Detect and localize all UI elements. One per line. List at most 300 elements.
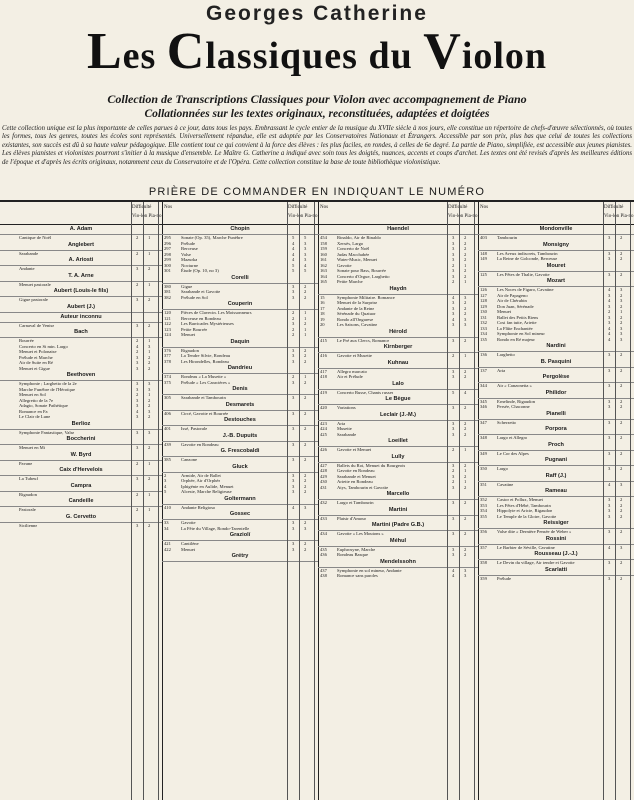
- entry-number: 376: [164, 347, 171, 353]
- entry-title: Issé, Pastorale: [181, 426, 208, 431]
- piano-difficulty: 1: [464, 447, 467, 452]
- composer-heading: Lully: [318, 453, 478, 463]
- entry-title: Bourrée: [19, 338, 34, 343]
- column-header: [162, 202, 318, 225]
- piano-difficulty: 1: [148, 507, 151, 512]
- piano-difficulty: 2: [464, 305, 467, 311]
- composer-heading: Porpora: [478, 425, 634, 435]
- header-number-label: Nos: [164, 205, 173, 210]
- entry-number: 135: [480, 336, 487, 342]
- violin-difficulty: 4: [608, 481, 611, 487]
- entry-number: 354: [480, 508, 487, 513]
- piano-difficulty: 2: [148, 403, 151, 408]
- entry-title: Hippolyte et Aricie, Rigaudon: [497, 508, 553, 513]
- composer-heading: Monsigny: [478, 241, 634, 251]
- entry-title: Symphonie en Sol mineur: [497, 331, 545, 336]
- piano-difficulty: 2: [148, 397, 151, 403]
- catalog-entry: [0, 476, 162, 482]
- column-header: [0, 202, 162, 225]
- violin-difficulty: 3: [452, 552, 455, 557]
- violin-difficulty: 4: [608, 287, 611, 292]
- title-part: L: [86, 23, 123, 80]
- catalog-entry: [318, 322, 478, 328]
- violin-difficulty: 4: [292, 504, 295, 510]
- entry-number: 347: [480, 419, 487, 425]
- composer-heading: Nardini: [478, 342, 634, 352]
- column-divider: [459, 202, 460, 800]
- catalog-entry: [318, 353, 478, 359]
- catalog-entry: [478, 466, 634, 472]
- entry-title: Concerto de Noël: [337, 246, 370, 251]
- entry-number: 158: [320, 240, 327, 246]
- entry-title: Symphonie en sol mineur, Andante: [337, 567, 402, 573]
- composer-heading: G. Cervetto: [0, 513, 162, 523]
- piano-difficulty: 3: [464, 316, 467, 322]
- piano-difficulty: 2: [620, 250, 623, 256]
- entry-number: 425: [320, 431, 327, 437]
- catalog-entry: [162, 489, 318, 495]
- composer-heading: Gossec: [162, 510, 318, 520]
- piano-difficulty: 1: [620, 309, 623, 314]
- entry-number: 4: [164, 483, 167, 489]
- entry-number: 427: [320, 462, 327, 468]
- piano-difficulty: 2: [620, 513, 623, 519]
- piano-difficulty: 2: [464, 515, 467, 521]
- header-difficulty-label: Difficulté: [288, 205, 308, 210]
- composer-heading: Couperin: [162, 300, 318, 310]
- violin-difficulty: 3: [608, 560, 611, 565]
- entry-title: Étude (Op. 10, no 3): [181, 268, 219, 273]
- entry-number: 345: [480, 398, 487, 404]
- entry-number: 430: [320, 479, 327, 484]
- entry-title: Le Clair de Lune: [19, 414, 51, 419]
- piano-difficulty: 3: [620, 298, 623, 303]
- entry-title: Berceuse: [181, 246, 198, 251]
- entry-title: Romance sans paroles: [337, 573, 378, 578]
- piano-difficulty: 2: [304, 347, 307, 353]
- piano-difficulty: 2: [304, 321, 307, 326]
- entry-title: Rondeau Basque: [337, 552, 369, 557]
- header-instrument-labels: Vio-lon Pia-no: [288, 214, 318, 219]
- entry-number: 374: [164, 374, 171, 379]
- violin-difficulty: 3: [452, 305, 455, 311]
- piano-difficulty: 5: [304, 268, 307, 273]
- violin-difficulty: 2: [136, 281, 139, 287]
- catalog-entry: [478, 352, 634, 358]
- piano-difficulty: 2: [464, 251, 467, 257]
- violin-difficulty: 3: [452, 473, 455, 479]
- entry-title: Symphonie Fantastique, Valse: [19, 429, 75, 435]
- piano-difficulty: 3: [148, 408, 151, 414]
- violin-difficulty: 3: [292, 379, 295, 385]
- violin-difficulty: 3: [608, 292, 611, 298]
- entry-title: Les Barricades Mystérieuses: [181, 321, 234, 326]
- violin-difficulty: 4: [136, 343, 139, 349]
- composer-heading: Gluck: [162, 463, 318, 473]
- piano-difficulty: 2: [620, 575, 623, 581]
- piano-difficulty: 2: [620, 435, 623, 440]
- violin-difficulty: 3: [608, 367, 611, 373]
- composer-heading: Beethoven: [0, 371, 162, 381]
- piano-difficulty: 2: [304, 472, 307, 478]
- entry-number: 431: [320, 484, 327, 490]
- violin-difficulty: 3: [292, 410, 295, 416]
- catalog-entry: [478, 435, 634, 441]
- violin-difficulty: 4: [452, 316, 455, 322]
- violin-difficulty: 3: [292, 395, 295, 400]
- composer-heading: J.-B. Dupuits: [162, 432, 318, 442]
- catalog-entry: [318, 390, 478, 396]
- composer-heading: Martini (Padre G.B.): [318, 521, 478, 531]
- violin-difficulty: 4: [292, 240, 295, 246]
- violin-difficulty: 3: [292, 520, 295, 525]
- piano-difficulty: 2: [464, 235, 467, 240]
- violin-difficulty: 3: [292, 294, 295, 300]
- piano-difficulty: 2: [304, 289, 307, 294]
- entry-number: 355: [480, 513, 487, 519]
- composer-heading: Hérold: [318, 328, 478, 338]
- piano-difficulty: 3: [620, 331, 623, 336]
- composer-heading: Proch: [478, 441, 634, 451]
- violin-difficulty: 3: [608, 450, 611, 456]
- piano-difficulty: 3: [464, 322, 467, 327]
- entry-number: 122: [164, 321, 171, 326]
- entry-title: Sérénade du Quatuor: [337, 311, 376, 316]
- entry-title: Circé, Gavotte et Bourrée: [181, 410, 229, 416]
- violin-difficulty: 3: [452, 500, 455, 505]
- violin-difficulty: 4: [292, 246, 295, 251]
- entry-number: 420: [320, 405, 327, 410]
- violin-difficulty: 3: [136, 429, 139, 435]
- violin-difficulty: 3: [292, 457, 295, 462]
- violin-difficulty: 3: [136, 386, 139, 392]
- entry-number: 358: [480, 560, 487, 565]
- entry-number: 439: [164, 441, 171, 447]
- entry-title: Gavotte: [181, 520, 196, 525]
- composer-heading: Berlioz: [0, 420, 162, 430]
- piano-difficulty: 2: [304, 426, 307, 431]
- violin-difficulty: 4: [608, 544, 611, 550]
- composer-heading: Rossini: [478, 535, 634, 545]
- violin-difficulty: 2: [136, 392, 139, 397]
- composer-heading: W. Byrd: [0, 451, 162, 461]
- catalog-entry: [162, 505, 318, 511]
- piano-difficulty: 1: [464, 279, 467, 284]
- entry-title: Sarabande et Tambourin: [181, 395, 226, 400]
- entry-title: Gavotte et Menuet: [337, 447, 372, 452]
- catalog-entry: [478, 256, 634, 262]
- entry-title: Andante Religioso: [181, 504, 216, 510]
- violin-difficulty: 3: [452, 251, 455, 257]
- violin-difficulty: 3: [292, 289, 295, 294]
- violin-difficulty: 4: [292, 251, 295, 257]
- entry-title: Menuet de la Surprise: [337, 300, 378, 305]
- composer-heading: Bach: [0, 328, 162, 338]
- composer-heading: Mendelssohn: [318, 558, 478, 568]
- violin-difficulty: 3: [452, 322, 455, 327]
- violin-difficulty: 3: [452, 374, 455, 379]
- violin-difficulty: 3: [452, 546, 455, 552]
- violin-difficulty: 3: [452, 235, 455, 240]
- entry-title: Carnaval de Venise: [19, 322, 55, 328]
- piano-difficulty: 3: [620, 544, 623, 550]
- entry-title: Air de Suite en Ré: [19, 360, 53, 365]
- entry-number: 419: [320, 389, 327, 395]
- piano-difficulty: 2: [148, 322, 151, 328]
- catalog-entry: [0, 235, 162, 241]
- violin-difficulty: 3: [292, 546, 295, 552]
- composer-heading: Pugnani: [478, 456, 634, 466]
- column-divider: [603, 202, 604, 800]
- composer-heading: G. Frescobaldi: [162, 447, 318, 457]
- entry-title: Menuet et Polonaise: [19, 349, 57, 354]
- violin-difficulty: 2: [136, 491, 139, 497]
- piano-difficulty: 3: [148, 386, 151, 392]
- entry-number: 133: [480, 325, 487, 331]
- entry-number: 125: [480, 271, 487, 277]
- composer-heading: Haydn: [318, 285, 478, 295]
- entry-number: 137: [480, 367, 487, 373]
- violin-difficulty: 4: [136, 408, 139, 414]
- entry-title: Largo: [497, 466, 508, 471]
- entry-title: Le Temple de la Gloire, Gavotte: [497, 513, 557, 519]
- violin-difficulty: 3: [136, 403, 139, 408]
- piano-difficulty: 2: [620, 450, 623, 456]
- entry-number: 438: [320, 573, 327, 578]
- entry-title: Tambourin: [497, 235, 518, 240]
- entry-number: 356: [480, 529, 487, 534]
- composer-heading: Caix d'Hervelois: [0, 466, 162, 476]
- entry-title: Sicilienne: [19, 522, 38, 528]
- catalog-entry: [162, 359, 318, 365]
- piano-difficulty: 2: [464, 311, 467, 316]
- piano-difficulty: 1: [304, 315, 307, 321]
- entry-title: Air de Papageno: [497, 292, 528, 298]
- violin-difficulty: 3: [452, 268, 455, 273]
- entry-title: Alceste, Marche Religieuse: [181, 489, 232, 494]
- entry-number: 428: [320, 468, 327, 473]
- piano-difficulty: 2: [464, 420, 467, 426]
- violin-difficulty: 3: [136, 476, 139, 481]
- entry-number: 298: [164, 251, 171, 257]
- violin-difficulty: 5: [292, 235, 295, 240]
- entry-title: Allegretto de la 7e: [19, 397, 54, 403]
- entry-title: Andante: [19, 266, 35, 271]
- entry-title: Rigaudon: [181, 347, 199, 353]
- entry-title: Air « Canzonetta »: [497, 383, 532, 388]
- entry-number: 423: [320, 420, 327, 426]
- title-part: lassiques: [205, 35, 369, 77]
- violin-difficulty: 3: [292, 489, 295, 494]
- entry-title: Andante de la Reine: [337, 305, 375, 311]
- violin-difficulty: 3: [452, 257, 455, 262]
- entry-number: 454: [320, 235, 327, 240]
- composer-heading: Auteur inconnu: [0, 313, 162, 323]
- entry-number: 385: [164, 457, 171, 462]
- piano-difficulty: 2: [464, 337, 467, 343]
- entry-title: Symphonie ; Larghetto de la 2e: [19, 381, 77, 386]
- piano-difficulty: 3: [304, 525, 307, 531]
- entry-title: Adagio, Sonate Pathétique: [19, 403, 68, 408]
- catalog-entry: [318, 447, 478, 453]
- composer-heading: Loeillet: [318, 437, 478, 447]
- violin-difficulty: 3: [452, 484, 455, 490]
- entry-number: 17: [320, 305, 325, 311]
- composer-heading: Aubert (Louis-le fils): [0, 287, 162, 297]
- violin-difficulty: 3: [608, 398, 611, 404]
- entry-number: 130: [480, 309, 487, 314]
- entry-title: Scherzetto: [497, 419, 517, 425]
- piano-difficulty: 2: [464, 484, 467, 490]
- composer-heading: Campra: [0, 482, 162, 492]
- catalog-entry: [0, 282, 162, 288]
- entry-number: 353: [480, 502, 487, 508]
- entry-title: Prélude « Les Caractères »: [181, 379, 231, 385]
- entry-number: 5: [164, 489, 167, 494]
- piano-difficulty: 2: [464, 500, 467, 505]
- entry-title: Les Hirondelles, Rondeau: [181, 358, 229, 364]
- header-difficulty-label: Difficulté: [448, 205, 468, 210]
- piano-difficulty: 2: [464, 374, 467, 379]
- entry-number: 296: [164, 240, 171, 246]
- catalog-entry: [478, 560, 634, 566]
- violin-difficulty: 3: [608, 250, 611, 256]
- violin-difficulty: 2: [292, 310, 295, 315]
- piano-difficulty: 2: [304, 520, 307, 525]
- entry-title: Water-Music, Menuet: [337, 257, 378, 262]
- violin-difficulty: 3: [292, 283, 295, 289]
- entry-title: Ballets du Roi, Menuet du Bourgeois: [337, 462, 406, 468]
- piano-difficulty: 2: [620, 508, 623, 513]
- entry-number: 346: [480, 404, 487, 409]
- violin-difficulty: 3: [292, 347, 295, 353]
- entry-title: Menuet pastorale: [19, 281, 51, 287]
- violin-difficulty: 3: [608, 529, 611, 534]
- composer-heading: Chopin: [162, 225, 318, 235]
- piano-difficulty: 1: [148, 281, 151, 287]
- piano-difficulty: 3: [148, 381, 151, 386]
- composer-heading: Leclair (J.-M.): [318, 411, 478, 421]
- header-instrument-labels: Vio-lon Pia-no: [604, 214, 634, 219]
- catalog-entry: [478, 272, 634, 278]
- header-instrument-labels: Vio-lon Pia-no: [448, 214, 478, 219]
- catalog-entry: [0, 492, 162, 498]
- entry-number: 129: [480, 303, 487, 309]
- violin-difficulty: 3: [136, 322, 139, 328]
- entry-number: 120: [164, 310, 171, 315]
- piano-difficulty: 2: [464, 273, 467, 279]
- catalog-entry: [162, 332, 318, 338]
- entry-title: Prélude: [181, 240, 196, 246]
- violin-difficulty: 5: [292, 268, 295, 273]
- entry-title: Pastorale: [19, 507, 36, 512]
- violin-difficulty: 3: [452, 368, 455, 374]
- piano-difficulty: 2: [620, 383, 623, 388]
- entry-title: Gigue pastorale: [19, 297, 48, 302]
- composer-heading: Raff (J.): [478, 472, 634, 482]
- piano-difficulty: 3: [304, 251, 307, 257]
- entry-title: Prélude: [497, 575, 512, 581]
- entry-title: Aria: [497, 367, 506, 373]
- entry-title: Cavatine: [497, 481, 514, 487]
- piano-difficulty: 1: [148, 349, 151, 354]
- composer-heading: Rameau: [478, 487, 634, 497]
- composer-heading: Boccherini: [0, 435, 162, 445]
- catalog-entry: [478, 337, 634, 343]
- composer-heading: Mondonville: [478, 225, 634, 235]
- entry-number: 375: [164, 379, 171, 385]
- catalog-entry: [0, 523, 162, 529]
- entry-number: 18: [320, 311, 325, 316]
- entry-title: Pièces de Clavecin. Les Moissonneurs: [181, 310, 252, 315]
- violin-difficulty: 3: [608, 314, 611, 320]
- violin-difficulty: 3: [452, 337, 455, 343]
- entry-number: 435: [320, 546, 327, 552]
- entry-number: 403: [480, 235, 487, 240]
- entry-number: 16: [320, 300, 325, 305]
- entry-number: 381: [164, 289, 171, 294]
- entry-number: 3: [164, 478, 167, 483]
- entry-title: Iphigénie en Aulide, Menuet: [181, 483, 234, 489]
- entry-title: La Flûte Enchantée: [497, 325, 533, 331]
- entry-title: Marche Funèbre de l'Héroïque: [19, 386, 76, 392]
- entry-title: Musette: [337, 426, 352, 431]
- catalog-entry: [478, 404, 634, 410]
- entry-title: Rinaldo, Air de Rinaldo: [337, 235, 381, 240]
- column-divider: [630, 202, 631, 800]
- catalog-entry: [478, 545, 634, 551]
- entry-title: Concerto d'Orgue, Larghetto: [337, 273, 390, 279]
- composer-heading: Reissiger: [478, 519, 634, 529]
- entry-title: Les Noces de Figaro, Cavatine: [497, 287, 554, 292]
- catalog-entry: [0, 366, 162, 372]
- column-header: [318, 202, 478, 225]
- violin-difficulty: 2: [292, 374, 295, 379]
- catalog-entry: [162, 395, 318, 401]
- piano-difficulty: 1: [148, 460, 151, 466]
- composer-heading: Aubert (J.): [0, 303, 162, 313]
- violin-difficulty: 3: [452, 273, 455, 279]
- column-divider: [615, 202, 616, 800]
- piano-difficulty: 2: [304, 410, 307, 416]
- catalog-entry: [318, 405, 478, 411]
- piano-difficulty: 2: [620, 235, 623, 240]
- composer-heading: Pergolèse: [478, 373, 634, 383]
- piano-difficulty: 3: [304, 240, 307, 246]
- violin-difficulty: 2: [452, 279, 455, 284]
- entry-title: Le Pré aux Clercs, Romance: [337, 337, 390, 343]
- violin-difficulty: 4: [452, 567, 455, 573]
- violin-difficulty: 4: [452, 573, 455, 578]
- violin-difficulty: 4: [608, 325, 611, 331]
- entry-title: La Fête du Village, Rondo-Tarentelle: [181, 525, 250, 531]
- piano-difficulty: 2: [620, 529, 623, 534]
- entry-title: Gavotte et Musette: [337, 353, 372, 358]
- title-part: iolon: [461, 35, 548, 77]
- composer-heading: Daquin: [162, 338, 318, 348]
- entry-number: 418: [320, 374, 327, 379]
- violin-difficulty: 2: [136, 349, 139, 354]
- subtitle: Collection de Transcriptions Classiques pour Violon avec accompagnement de Piano: [107, 92, 527, 106]
- entry-number: 301: [164, 268, 171, 273]
- composer-heading: Scarlatti: [478, 566, 634, 576]
- violin-difficulty: 3: [452, 462, 455, 468]
- piano-difficulty: 2: [620, 560, 623, 565]
- violin-difficulty: 2: [292, 326, 295, 332]
- violin-difficulty: 2: [452, 447, 455, 452]
- catalog-entry: [162, 411, 318, 417]
- title-part: es: [122, 35, 167, 77]
